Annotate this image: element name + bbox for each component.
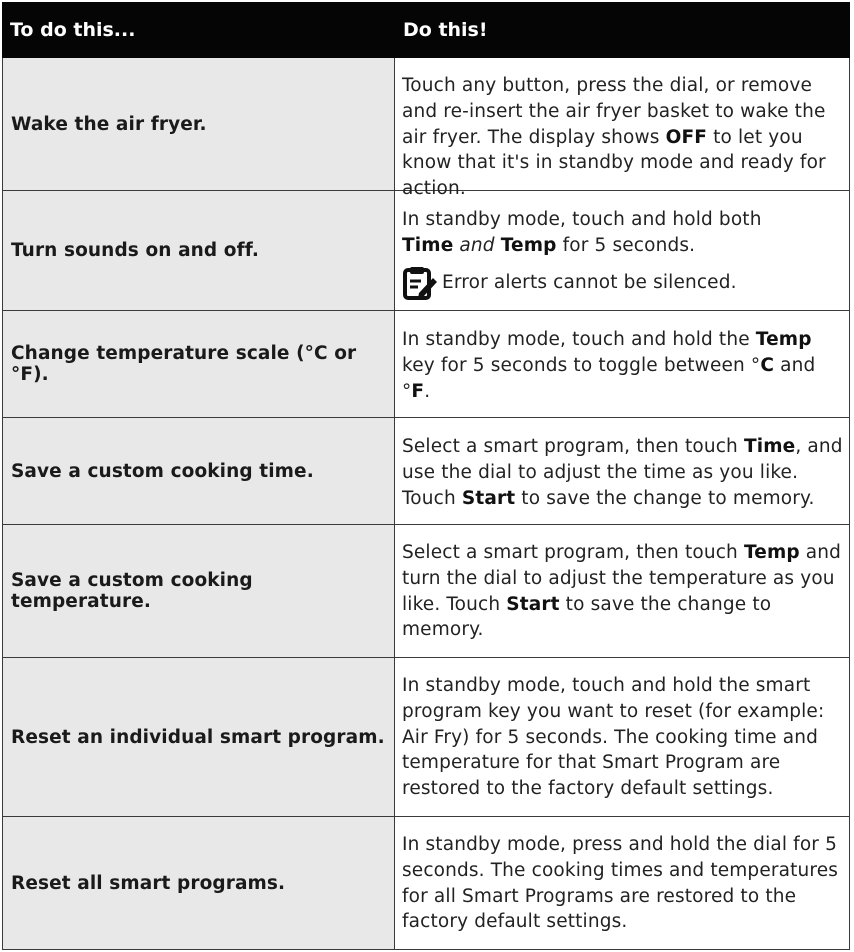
instruction-text: and turn the dial to adjust the temperature as you like. Touch [402, 542, 842, 615]
table-row [2, 658, 850, 817]
instruction-italic: and [459, 234, 495, 256]
instruction-bold: C [760, 354, 775, 376]
note-edit-icon [402, 265, 438, 301]
row-instruction [395, 658, 849, 816]
instruction-bold: Time [743, 436, 796, 457]
instruction-text: In standby mode, touch and hold the [402, 329, 756, 350]
row-instruction [395, 418, 849, 524]
instruction-text: In standby mode, press and hold the dial for 5 seconds. The cooking times and temperatures for all Smart Programs are restored to the factory default settings. [402, 834, 839, 933]
table-header [2, 2, 850, 58]
note-callout [402, 265, 843, 301]
instruction-text: for 5 seconds. [556, 234, 696, 256]
table-row [2, 191, 850, 311]
row-action: Change temperature scale (°C or °F). [3, 311, 395, 417]
instruction-bold: OFF [665, 126, 708, 148]
row-action: Wake the air fryer. [3, 58, 395, 190]
instruction-text: Select a smart program, then touch [402, 542, 744, 563]
row-action: Save a custom cooking time. [3, 418, 395, 524]
instruction-bold: Time [402, 234, 454, 256]
instruction-bold: Start [461, 487, 516, 509]
table-row [2, 418, 850, 525]
instruction-bold: Temp [743, 542, 800, 563]
row-instruction [395, 191, 849, 310]
instruction-bold: Temp [500, 234, 557, 256]
instruction-text: and ° [402, 354, 816, 402]
instruction-table [2, 2, 850, 950]
header-col-instruction: Do this! [403, 19, 488, 41]
row-instruction [395, 525, 849, 657]
row-action: Reset all smart programs. [3, 817, 395, 949]
instruction-text: In standby mode, touch and hold both [402, 209, 762, 230]
row-instruction [395, 311, 849, 417]
instruction-text: , and use the dial to adjust the time as you like. Touch [402, 436, 843, 509]
table-row [2, 525, 850, 658]
instruction-bold: Start [506, 593, 560, 615]
row-instruction [395, 58, 849, 200]
table-row [2, 58, 850, 200]
instruction-bold: Temp [755, 329, 812, 350]
instruction-text: key for 5 seconds to toggle between ° [402, 354, 761, 376]
row-action: Save a custom cooking temperature. [3, 525, 395, 657]
instruction-text: to let you know that it's in standby mode and ready for action. [402, 126, 826, 200]
instruction-bold: F [411, 380, 425, 402]
table-row [2, 817, 850, 950]
instruction-text: to save the change to memory. [515, 487, 815, 509]
instruction-text: Touch any button, press the dial, or remove and re-insert the air fryer basket to wake the air fryer. The display shows [402, 75, 826, 148]
header-col-action: To do this... [10, 19, 136, 41]
row-action: Reset an individual smart program. [3, 658, 395, 816]
instruction-text: In standby mode, touch and hold the smart program key you want to reset (for example: Air Fry) for 5 seconds. The cooking time and temperature for that Smart Program are restored to the factory default settings. [402, 675, 825, 800]
instruction-text: to save the change to memory. [402, 593, 772, 641]
note-text: Error alerts cannot be silenced. [442, 271, 737, 293]
instruction-text: Select a smart program, then touch [402, 436, 744, 457]
row-action: Turn sounds on and off. [3, 191, 395, 310]
table-row [2, 311, 850, 418]
row-instruction [395, 817, 849, 949]
instruction-text: . [424, 380, 431, 402]
